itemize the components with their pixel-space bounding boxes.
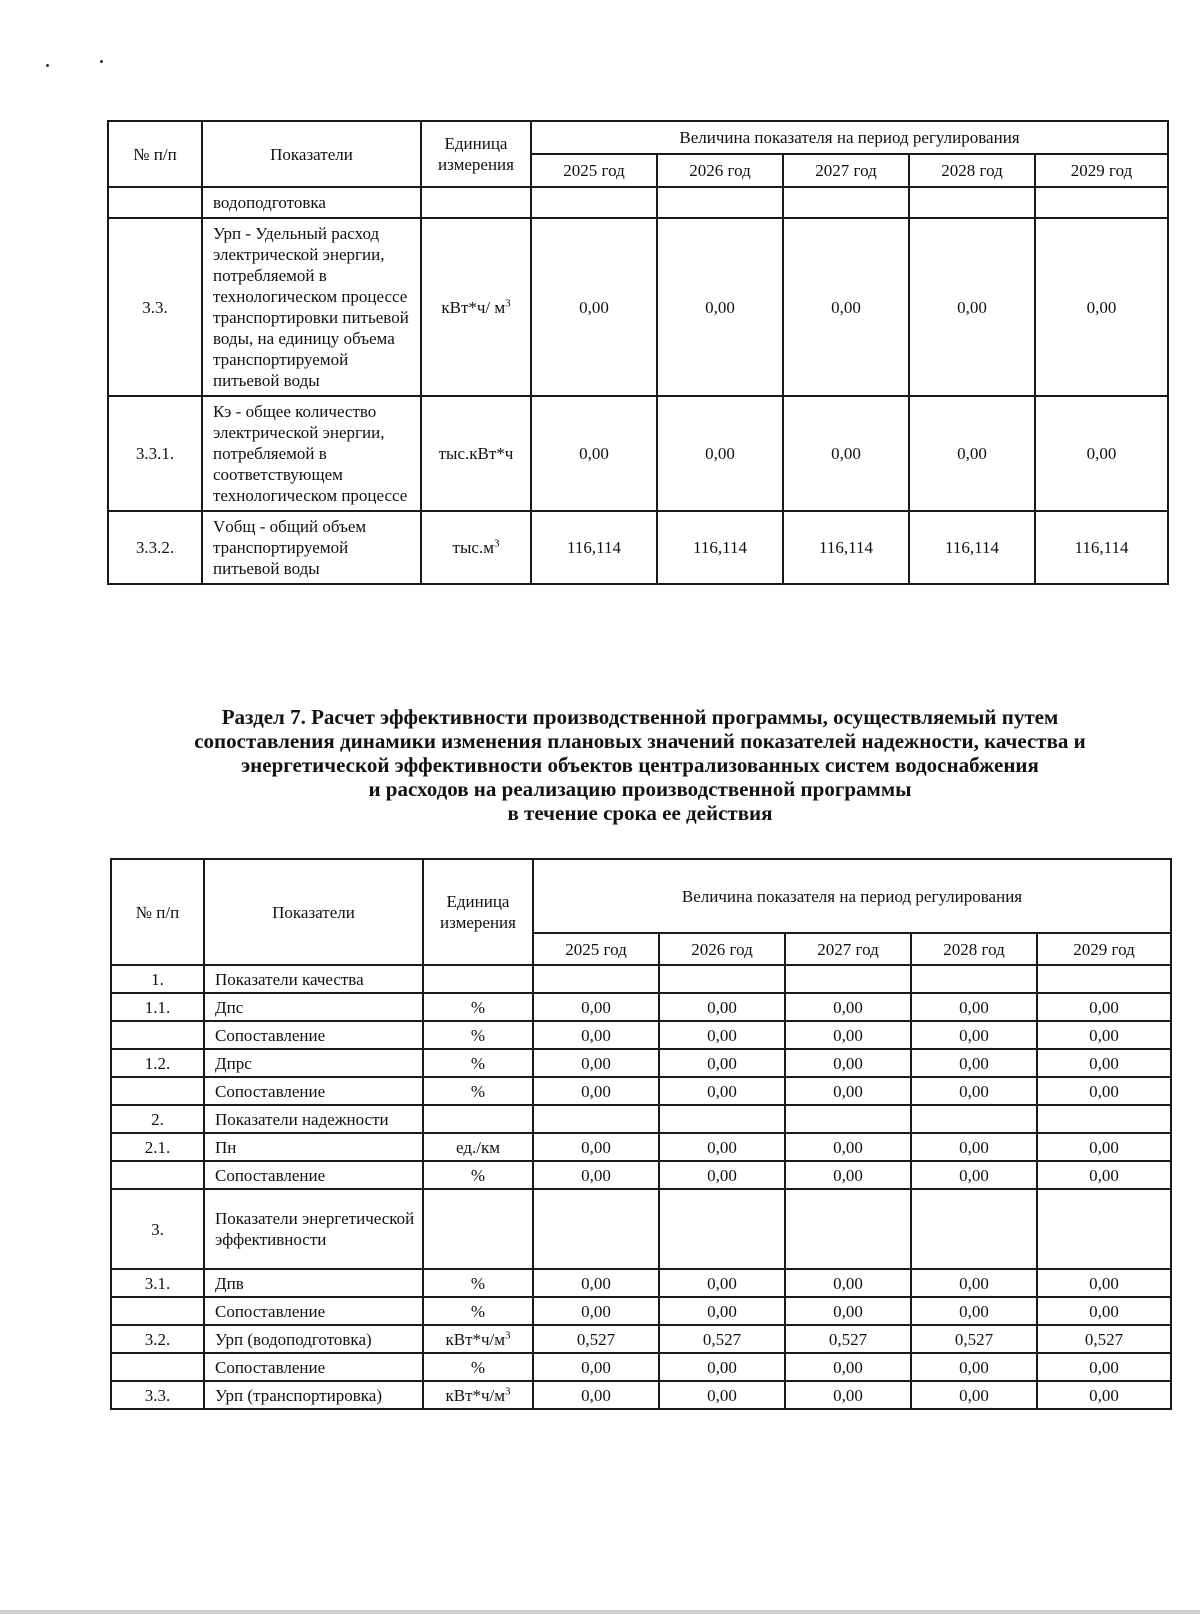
value-cell: 0,00 bbox=[533, 1381, 659, 1409]
unit-cell bbox=[423, 1021, 533, 1049]
value-cell bbox=[657, 187, 783, 218]
header-indicator: Показатели bbox=[202, 121, 421, 187]
value-cell bbox=[911, 1189, 1037, 1269]
value-cell: 0,00 bbox=[533, 1297, 659, 1325]
value-cell bbox=[1037, 965, 1171, 993]
num-cell: 2. bbox=[111, 1105, 204, 1133]
indicator-cell: Сопоставление bbox=[204, 1021, 423, 1049]
num-cell bbox=[111, 1297, 204, 1325]
num-cell: 1.2. bbox=[111, 1049, 204, 1077]
unit-cell bbox=[423, 1161, 533, 1189]
unit-text: тыс.кВт*ч bbox=[438, 444, 514, 463]
header-row bbox=[111, 859, 1171, 933]
section-title-line: Раздел 7. Расчет эффективности производственной программы, осуществляемый путем bbox=[221, 705, 1059, 729]
indicator-cell: Дпрс bbox=[204, 1049, 423, 1077]
indicator-cell: Пн bbox=[204, 1133, 423, 1161]
unit-cell bbox=[423, 1049, 533, 1077]
table-row bbox=[111, 1353, 1171, 1381]
unit-superscript: 3 bbox=[493, 537, 500, 550]
value-cell: 0,00 bbox=[533, 1269, 659, 1297]
value-cell: 0,00 bbox=[659, 1269, 785, 1297]
value-cell: 0,00 bbox=[785, 1381, 911, 1409]
indicator-cell: Показатели надежности bbox=[204, 1105, 423, 1133]
value-cell: 0,00 bbox=[911, 1021, 1037, 1049]
unit-cell bbox=[423, 1133, 533, 1161]
value-cell: 116,114 bbox=[657, 511, 783, 584]
num-cell: 3.3. bbox=[111, 1381, 204, 1409]
num-cell bbox=[111, 1161, 204, 1189]
num-cell: 3. bbox=[111, 1189, 204, 1269]
unit-text: ед./км bbox=[456, 1137, 500, 1157]
header-unit: Единица измерения bbox=[421, 121, 531, 187]
unit-cell bbox=[423, 1269, 533, 1297]
unit-text: % bbox=[470, 1053, 486, 1073]
value-cell: 0,00 bbox=[1037, 993, 1171, 1021]
value-cell bbox=[911, 1105, 1037, 1133]
indicator-cell: Vобщ - общий объем транспортируемой питьевой воды bbox=[202, 511, 421, 584]
indicator-cell: водоподготовка bbox=[202, 187, 421, 218]
value-cell: 0,00 bbox=[909, 218, 1035, 396]
table-row bbox=[108, 396, 1168, 511]
value-cell: 116,114 bbox=[909, 511, 1035, 584]
header-year: 2029 год bbox=[1035, 154, 1168, 187]
indicator-cell: Дпс bbox=[204, 993, 423, 1021]
num-cell: 3.2. bbox=[111, 1325, 204, 1353]
value-cell: 0,00 bbox=[1037, 1297, 1171, 1325]
value-cell bbox=[659, 1105, 785, 1133]
indicator-cell: Сопоставление bbox=[204, 1353, 423, 1381]
value-cell: 0,00 bbox=[533, 993, 659, 1021]
indicator-cell: Показатели качества bbox=[204, 965, 423, 993]
value-cell: 0,00 bbox=[783, 396, 909, 511]
value-cell: 0,00 bbox=[533, 1049, 659, 1077]
value-cell: 0,00 bbox=[657, 396, 783, 511]
section-title-line: и расходов на реализацию производственной программы bbox=[368, 777, 912, 801]
indicator-cell: Показатели энергетической эффективности bbox=[204, 1189, 423, 1269]
value-cell: 0,527 bbox=[911, 1325, 1037, 1353]
value-cell: 116,114 bbox=[531, 511, 657, 584]
section-title-line: сопоставления динамики изменения плановых значений показателей надежности, качества и bbox=[194, 729, 1086, 753]
unit-text: кВт*ч/м bbox=[445, 1385, 506, 1405]
unit-text: % bbox=[470, 1025, 486, 1045]
value-cell: 116,114 bbox=[783, 511, 909, 584]
value-cell: 0,00 bbox=[1037, 1133, 1171, 1161]
header-period: Величина показателя на период регулирования bbox=[533, 859, 1171, 933]
value-cell: 0,00 bbox=[911, 993, 1037, 1021]
value-cell: 0,00 bbox=[783, 218, 909, 396]
value-cell bbox=[533, 1189, 659, 1269]
value-cell: 0,00 bbox=[1037, 1077, 1171, 1105]
scan-edge bbox=[0, 1610, 1200, 1614]
unit-text: % bbox=[470, 997, 486, 1017]
value-cell bbox=[659, 965, 785, 993]
value-cell: 0,00 bbox=[785, 1269, 911, 1297]
header-year: 2026 год bbox=[659, 933, 785, 965]
table-row bbox=[108, 218, 1168, 396]
value-cell: 0,00 bbox=[1037, 1269, 1171, 1297]
indicator-cell: Сопоставление bbox=[204, 1297, 423, 1325]
value-cell bbox=[533, 1105, 659, 1133]
scan-speck bbox=[46, 64, 49, 67]
unit-text: % bbox=[470, 1357, 486, 1377]
value-cell: 0,00 bbox=[657, 218, 783, 396]
header-row bbox=[108, 121, 1168, 154]
num-cell: 3.1. bbox=[111, 1269, 204, 1297]
value-cell: 0,00 bbox=[785, 1077, 911, 1105]
value-cell: 0,00 bbox=[911, 1133, 1037, 1161]
table-row bbox=[111, 1381, 1171, 1409]
value-cell: 0,00 bbox=[1037, 1161, 1171, 1189]
table-row bbox=[111, 1189, 1171, 1269]
section-title-line: в течение срока ее действия bbox=[507, 801, 773, 825]
value-cell: 0,00 bbox=[533, 1133, 659, 1161]
indicator-cell: Дпв bbox=[204, 1269, 423, 1297]
value-cell bbox=[1037, 1105, 1171, 1133]
value-cell: 0,00 bbox=[785, 1133, 911, 1161]
unit-superscript: 3 bbox=[505, 1384, 511, 1397]
value-cell bbox=[659, 1189, 785, 1269]
value-cell bbox=[1037, 1189, 1171, 1269]
num-cell: 1. bbox=[111, 965, 204, 993]
header-unit: Единица измерения bbox=[423, 859, 533, 965]
table-row bbox=[111, 1325, 1171, 1353]
value-cell: 0,527 bbox=[659, 1325, 785, 1353]
num-cell bbox=[111, 1021, 204, 1049]
num-cell: 3.3.2. bbox=[108, 511, 202, 584]
indicator-cell: Урп (транспортировка) bbox=[204, 1381, 423, 1409]
unit-cell bbox=[423, 1077, 533, 1105]
value-cell: 0,00 bbox=[659, 1161, 785, 1189]
value-cell: 0,00 bbox=[1035, 396, 1168, 511]
num-cell bbox=[108, 187, 202, 218]
section-7-title bbox=[100, 705, 1180, 825]
table-row bbox=[111, 965, 1171, 993]
value-cell: 0,00 bbox=[911, 1297, 1037, 1325]
unit-cell bbox=[421, 396, 531, 511]
header-year: 2025 год bbox=[531, 154, 657, 187]
value-cell bbox=[909, 187, 1035, 218]
table-row bbox=[111, 993, 1171, 1021]
value-cell: 0,00 bbox=[1037, 1381, 1171, 1409]
section-title-line: энергетической эффективности объектов централизованных систем водоснабжения bbox=[241, 753, 1039, 777]
indicator-cell: Урп - Удельный расход электрической энергии, потребляемой в технологическом процессе транспортировки питьевой воды, на единицу объема транспортируемой питьевой воды bbox=[202, 218, 421, 396]
table-row bbox=[111, 1133, 1171, 1161]
header-year: 2028 год bbox=[911, 933, 1037, 965]
header-num: № п/п bbox=[108, 121, 202, 187]
value-cell: 0,00 bbox=[659, 1049, 785, 1077]
value-cell: 0,527 bbox=[533, 1325, 659, 1353]
value-cell bbox=[531, 187, 657, 218]
value-cell: 0,00 bbox=[659, 1021, 785, 1049]
header-period: Величина показателя на период регулирования bbox=[531, 121, 1168, 154]
unit-cell bbox=[421, 511, 531, 584]
value-cell: 0,00 bbox=[785, 1049, 911, 1077]
value-cell: 0,00 bbox=[785, 1021, 911, 1049]
table-row bbox=[108, 511, 1168, 584]
unit-cell bbox=[423, 993, 533, 1021]
value-cell bbox=[533, 965, 659, 993]
indicator-cell: Кэ - общее количество электрической энергии, потребляемой в соответствующем технологическом процессе bbox=[202, 396, 421, 511]
unit-text: % bbox=[470, 1301, 486, 1321]
header-year: 2027 год bbox=[785, 933, 911, 965]
header-year: 2027 год bbox=[783, 154, 909, 187]
unit-cell bbox=[421, 187, 531, 218]
value-cell: 0,00 bbox=[785, 1353, 911, 1381]
table-row bbox=[111, 1161, 1171, 1189]
unit-text: % bbox=[470, 1165, 486, 1185]
value-cell: 0,00 bbox=[1037, 1021, 1171, 1049]
value-cell: 0,00 bbox=[659, 1381, 785, 1409]
value-cell bbox=[783, 187, 909, 218]
table-row bbox=[111, 1297, 1171, 1325]
unit-superscript: 3 bbox=[505, 296, 511, 309]
unit-cell bbox=[423, 1353, 533, 1381]
value-cell: 0,00 bbox=[785, 993, 911, 1021]
value-cell: 0,00 bbox=[911, 1049, 1037, 1077]
value-cell: 0,00 bbox=[1037, 1049, 1171, 1077]
value-cell bbox=[785, 1189, 911, 1269]
unit-text: кВт*ч/ м bbox=[441, 297, 506, 317]
unit-text: % bbox=[470, 1081, 486, 1101]
unit-cell bbox=[423, 1325, 533, 1353]
value-cell: 0,00 bbox=[911, 1381, 1037, 1409]
indicator-cell: Сопоставление bbox=[204, 1077, 423, 1105]
header-year: 2026 год bbox=[657, 154, 783, 187]
value-cell: 0,00 bbox=[659, 993, 785, 1021]
value-cell: 0,00 bbox=[659, 1353, 785, 1381]
value-cell: 0,00 bbox=[533, 1077, 659, 1105]
num-cell: 3.3.1. bbox=[108, 396, 202, 511]
value-cell: 0,00 bbox=[1037, 1353, 1171, 1381]
value-cell: 0,00 bbox=[911, 1077, 1037, 1105]
value-cell: 0,00 bbox=[909, 396, 1035, 511]
value-cell bbox=[911, 965, 1037, 993]
value-cell: 0,00 bbox=[1035, 218, 1168, 396]
num-cell: 3.3. bbox=[108, 218, 202, 396]
indicators-table-continued bbox=[107, 120, 1169, 585]
table-row bbox=[111, 1021, 1171, 1049]
unit-cell bbox=[423, 1105, 533, 1133]
header-year: 2028 год bbox=[909, 154, 1035, 187]
scan-speck bbox=[100, 60, 103, 63]
value-cell bbox=[785, 965, 911, 993]
value-cell: 0,527 bbox=[1037, 1325, 1171, 1353]
indicator-cell: Урп (водоподготовка) bbox=[204, 1325, 423, 1353]
unit-cell bbox=[423, 1189, 533, 1269]
value-cell: 0,00 bbox=[911, 1161, 1037, 1189]
num-cell: 1.1. bbox=[111, 993, 204, 1021]
num-cell bbox=[111, 1077, 204, 1105]
unit-text: % bbox=[470, 1273, 486, 1293]
unit-cell bbox=[423, 1297, 533, 1325]
value-cell: 0,527 bbox=[785, 1325, 911, 1353]
value-cell: 0,00 bbox=[659, 1133, 785, 1161]
value-cell: 116,114 bbox=[1035, 511, 1168, 584]
unit-cell bbox=[421, 218, 531, 396]
num-cell bbox=[111, 1353, 204, 1381]
header-year: 2025 год bbox=[533, 933, 659, 965]
value-cell: 0,00 bbox=[785, 1297, 911, 1325]
value-cell: 0,00 bbox=[785, 1161, 911, 1189]
value-cell: 0,00 bbox=[533, 1161, 659, 1189]
table-row bbox=[111, 1077, 1171, 1105]
table-row bbox=[111, 1105, 1171, 1133]
unit-superscript: 3 bbox=[505, 1328, 511, 1341]
unit-cell bbox=[423, 965, 533, 993]
value-cell bbox=[785, 1105, 911, 1133]
value-cell: 0,00 bbox=[533, 1021, 659, 1049]
efficiency-table bbox=[110, 858, 1172, 1410]
indicator-cell: Сопоставление bbox=[204, 1161, 423, 1189]
value-cell: 0,00 bbox=[659, 1297, 785, 1325]
value-cell: 0,00 bbox=[531, 218, 657, 396]
num-cell: 2.1. bbox=[111, 1133, 204, 1161]
unit-text: кВт*ч/м bbox=[445, 1329, 506, 1349]
value-cell: 0,00 bbox=[911, 1269, 1037, 1297]
table-row bbox=[111, 1049, 1171, 1077]
table-row bbox=[111, 1269, 1171, 1297]
unit-cell bbox=[423, 1381, 533, 1409]
value-cell: 0,00 bbox=[659, 1077, 785, 1105]
header-year: 2029 год bbox=[1037, 933, 1171, 965]
header-indicator: Показатели bbox=[204, 859, 423, 965]
value-cell: 0,00 bbox=[911, 1353, 1037, 1381]
value-cell: 0,00 bbox=[533, 1353, 659, 1381]
value-cell: 0,00 bbox=[531, 396, 657, 511]
unit-text: тыс.м bbox=[452, 538, 494, 557]
table-row bbox=[108, 187, 1168, 218]
header-num: № п/п bbox=[111, 859, 204, 965]
value-cell bbox=[1035, 187, 1168, 218]
